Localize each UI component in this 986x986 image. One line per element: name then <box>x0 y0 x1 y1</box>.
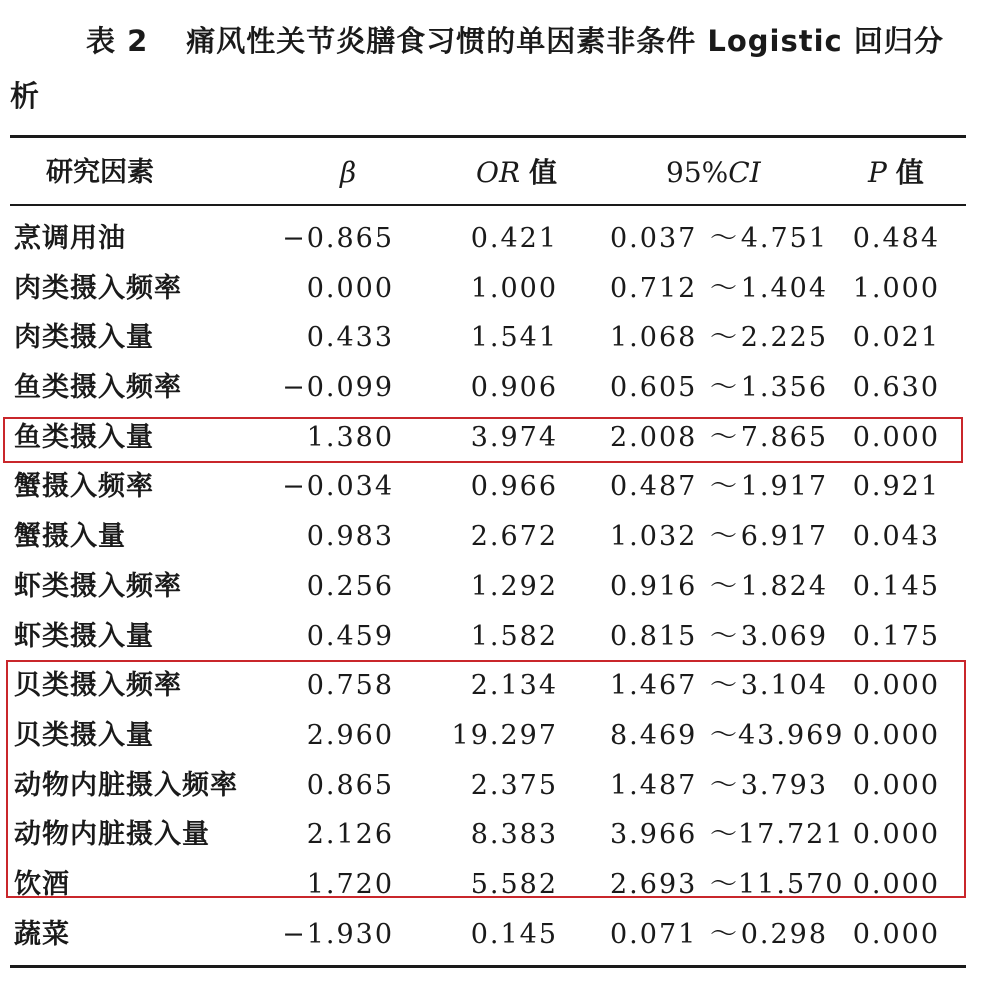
cell-ci-separator: ～ <box>710 322 739 354</box>
cell-ci-separator: ～ <box>710 769 739 801</box>
cell-ci-low: 2.008 <box>610 421 698 453</box>
cell-p: 0.043 <box>852 521 940 553</box>
table-row <box>0 562 986 612</box>
cell-or: 0.421 <box>470 223 558 254</box>
cell-ci-separator: ～ <box>710 570 739 602</box>
table-title: 痛风性关节炎膳食习惯的单因素非条件 Logistic 回归分析 <box>10 24 944 113</box>
header-or-suffix: 值 <box>528 156 557 189</box>
cell-p: 0.000 <box>852 918 940 950</box>
cell-ci-separator: ～ <box>710 223 739 254</box>
cell-ci-low: 0.815 <box>610 620 698 652</box>
cell-ci-separator: ～ <box>710 918 739 950</box>
cell-ci <box>610 264 828 314</box>
cell-factor: 蔬菜 <box>14 918 70 950</box>
cell-p: 0.175 <box>852 620 940 652</box>
cell-p: 0.021 <box>852 322 940 354</box>
cell-factor: 鱼类摄入量 <box>14 421 154 453</box>
cell-factor: 肉类摄入频率 <box>14 272 182 304</box>
cell-beta: 1.380 <box>306 421 394 453</box>
cell-or: 0.145 <box>470 918 558 950</box>
cell-p: 0.000 <box>852 819 940 851</box>
cell-beta: 1.720 <box>306 868 394 900</box>
header-or-symbol: OR <box>476 156 521 189</box>
cell-factor: 饮酒 <box>14 868 70 900</box>
cell-ci-high: 3.793 <box>740 769 828 801</box>
header-p-suffix: 值 <box>895 156 924 189</box>
cell-factor: 虾类摄入量 <box>14 620 154 652</box>
cell-ci-high: 6.917 <box>740 521 828 553</box>
cell-or: 2.134 <box>470 670 558 702</box>
cell-ci-high: 3.069 <box>740 620 828 652</box>
cell-ci-low: 2.693 <box>610 868 698 900</box>
cell-ci <box>610 910 828 960</box>
cell-p: 0.000 <box>852 719 940 751</box>
cell-ci-low: 3.966 <box>610 819 698 851</box>
cell-p: 0.000 <box>852 421 940 453</box>
cell-factor: 贝类摄入量 <box>14 719 154 751</box>
cell-ci-separator: ～ <box>710 421 739 453</box>
header-p-symbol: P <box>868 156 887 189</box>
bottom-rule <box>10 965 966 968</box>
table-row <box>0 264 986 314</box>
cell-ci-separator: ～ <box>710 471 739 503</box>
table-header <box>0 150 986 195</box>
cell-beta: 2.126 <box>306 819 394 851</box>
header-or <box>476 150 557 195</box>
cell-ci-separator: ～ <box>710 670 739 702</box>
cell-factor: 肉类摄入量 <box>14 322 154 354</box>
cell-ci-low: 0.605 <box>610 372 698 404</box>
cell-ci-separator: ～ <box>710 521 739 553</box>
cell-factor: 动物内脏摄入频率 <box>14 769 238 801</box>
cell-factor: 蟹摄入频率 <box>14 471 154 503</box>
table-number: 表 2 <box>86 24 149 58</box>
cell-factor: 动物内脏摄入量 <box>14 819 210 851</box>
table-row <box>0 512 986 562</box>
table-row <box>0 363 986 413</box>
cell-ci <box>610 612 828 662</box>
cell-beta: 0.256 <box>306 570 394 602</box>
highlight-box-fish-intake <box>3 417 963 463</box>
cell-beta: 0.865 <box>306 769 394 801</box>
header-beta: β <box>340 156 357 189</box>
cell-ci-separator: ～ <box>710 868 739 900</box>
cell-ci-high: 17.721 <box>738 819 845 851</box>
cell-ci <box>610 313 828 363</box>
cell-beta: −1.930 <box>282 918 394 950</box>
table-row <box>0 910 986 960</box>
cell-beta: 0.983 <box>306 521 394 553</box>
cell-ci-separator: ～ <box>710 819 739 851</box>
cell-p: 1.000 <box>852 272 940 304</box>
cell-or: 1.582 <box>470 620 558 652</box>
cell-or: 2.375 <box>470 769 558 801</box>
table-caption <box>10 14 970 124</box>
cell-ci-low: 1.467 <box>610 670 698 702</box>
cell-ci-high: 1.404 <box>740 272 828 304</box>
table-row <box>0 462 986 512</box>
cell-beta: −0.865 <box>282 223 394 254</box>
cell-or: 0.966 <box>470 471 558 503</box>
cell-beta: 0.758 <box>306 670 394 702</box>
cell-factor: 鱼类摄入频率 <box>14 372 182 404</box>
header-factor: 研究因素 <box>46 157 154 188</box>
cell-factor: 蟹摄入量 <box>14 521 126 553</box>
cell-beta: 0.000 <box>306 272 394 304</box>
cell-beta: 2.960 <box>306 719 394 751</box>
cell-ci-separator: ～ <box>710 372 739 404</box>
cell-ci-low: 8.469 <box>610 719 698 751</box>
cell-ci <box>610 363 828 413</box>
top-rule <box>10 135 966 138</box>
cell-ci <box>610 214 828 264</box>
cell-or: 1.541 <box>470 322 558 354</box>
cell-ci-high: 0.298 <box>740 918 828 950</box>
cell-ci-high: 11.570 <box>738 868 845 900</box>
cell-p: 0.630 <box>852 372 940 404</box>
cell-factor: 虾类摄入频率 <box>14 570 182 602</box>
cell-ci <box>610 462 828 512</box>
cell-ci-high: 2.225 <box>740 322 828 354</box>
cell-p: 0.484 <box>852 223 940 254</box>
cell-or: 8.383 <box>470 819 558 851</box>
table-row <box>0 214 986 264</box>
cell-ci-high: 43.969 <box>738 719 845 751</box>
header-p <box>868 150 924 195</box>
cell-ci-low: 0.712 <box>610 272 698 304</box>
cell-ci-low: 0.916 <box>610 570 698 602</box>
cell-p: 0.000 <box>852 670 940 702</box>
cell-factor: 贝类摄入频率 <box>14 670 182 702</box>
cell-ci-high: 1.824 <box>740 570 828 602</box>
cell-ci-high: 1.917 <box>740 471 828 503</box>
cell-ci-high: 4.751 <box>740 223 828 254</box>
cell-beta: 0.459 <box>306 620 394 652</box>
cell-ci-high: 7.865 <box>740 421 828 453</box>
header-ci-prefix: 95% <box>666 156 729 189</box>
cell-or: 0.906 <box>470 372 558 404</box>
cell-or: 19.297 <box>451 719 558 751</box>
cell-beta: 0.433 <box>306 322 394 354</box>
cell-p: 0.145 <box>852 570 940 602</box>
header-ci <box>666 150 761 195</box>
cell-ci <box>610 562 828 612</box>
cell-or: 1.000 <box>470 272 558 304</box>
cell-ci-low: 1.068 <box>610 322 698 354</box>
cell-ci-low: 1.032 <box>610 521 698 553</box>
cell-p: 0.000 <box>852 769 940 801</box>
header-ci-symbol: CI <box>728 156 761 189</box>
cell-beta: −0.034 <box>282 471 394 503</box>
cell-factor: 烹调用油 <box>14 223 126 254</box>
cell-p: 0.921 <box>852 471 940 503</box>
cell-ci <box>610 512 828 562</box>
cell-ci-separator: ～ <box>710 620 739 652</box>
table-row <box>0 612 986 662</box>
cell-ci-low: 1.487 <box>610 769 698 801</box>
header-rule <box>10 204 966 206</box>
cell-ci-low: 0.037 <box>610 223 698 254</box>
cell-ci-separator: ～ <box>710 272 739 304</box>
cell-ci-low: 0.487 <box>610 471 698 503</box>
cell-ci-separator: ～ <box>710 719 739 751</box>
cell-or: 2.672 <box>470 521 558 553</box>
cell-or: 1.292 <box>470 570 558 602</box>
cell-ci-high: 1.356 <box>740 372 828 404</box>
cell-ci-high: 3.104 <box>740 670 828 702</box>
cell-p: 0.000 <box>852 868 940 900</box>
cell-ci-low: 0.071 <box>610 918 698 950</box>
highlight-box-shellfish-organ-alcohol <box>6 660 966 898</box>
table-row <box>0 313 986 363</box>
cell-or: 5.582 <box>470 868 558 900</box>
cell-beta: −0.099 <box>282 372 394 404</box>
cell-or: 3.974 <box>470 421 558 453</box>
